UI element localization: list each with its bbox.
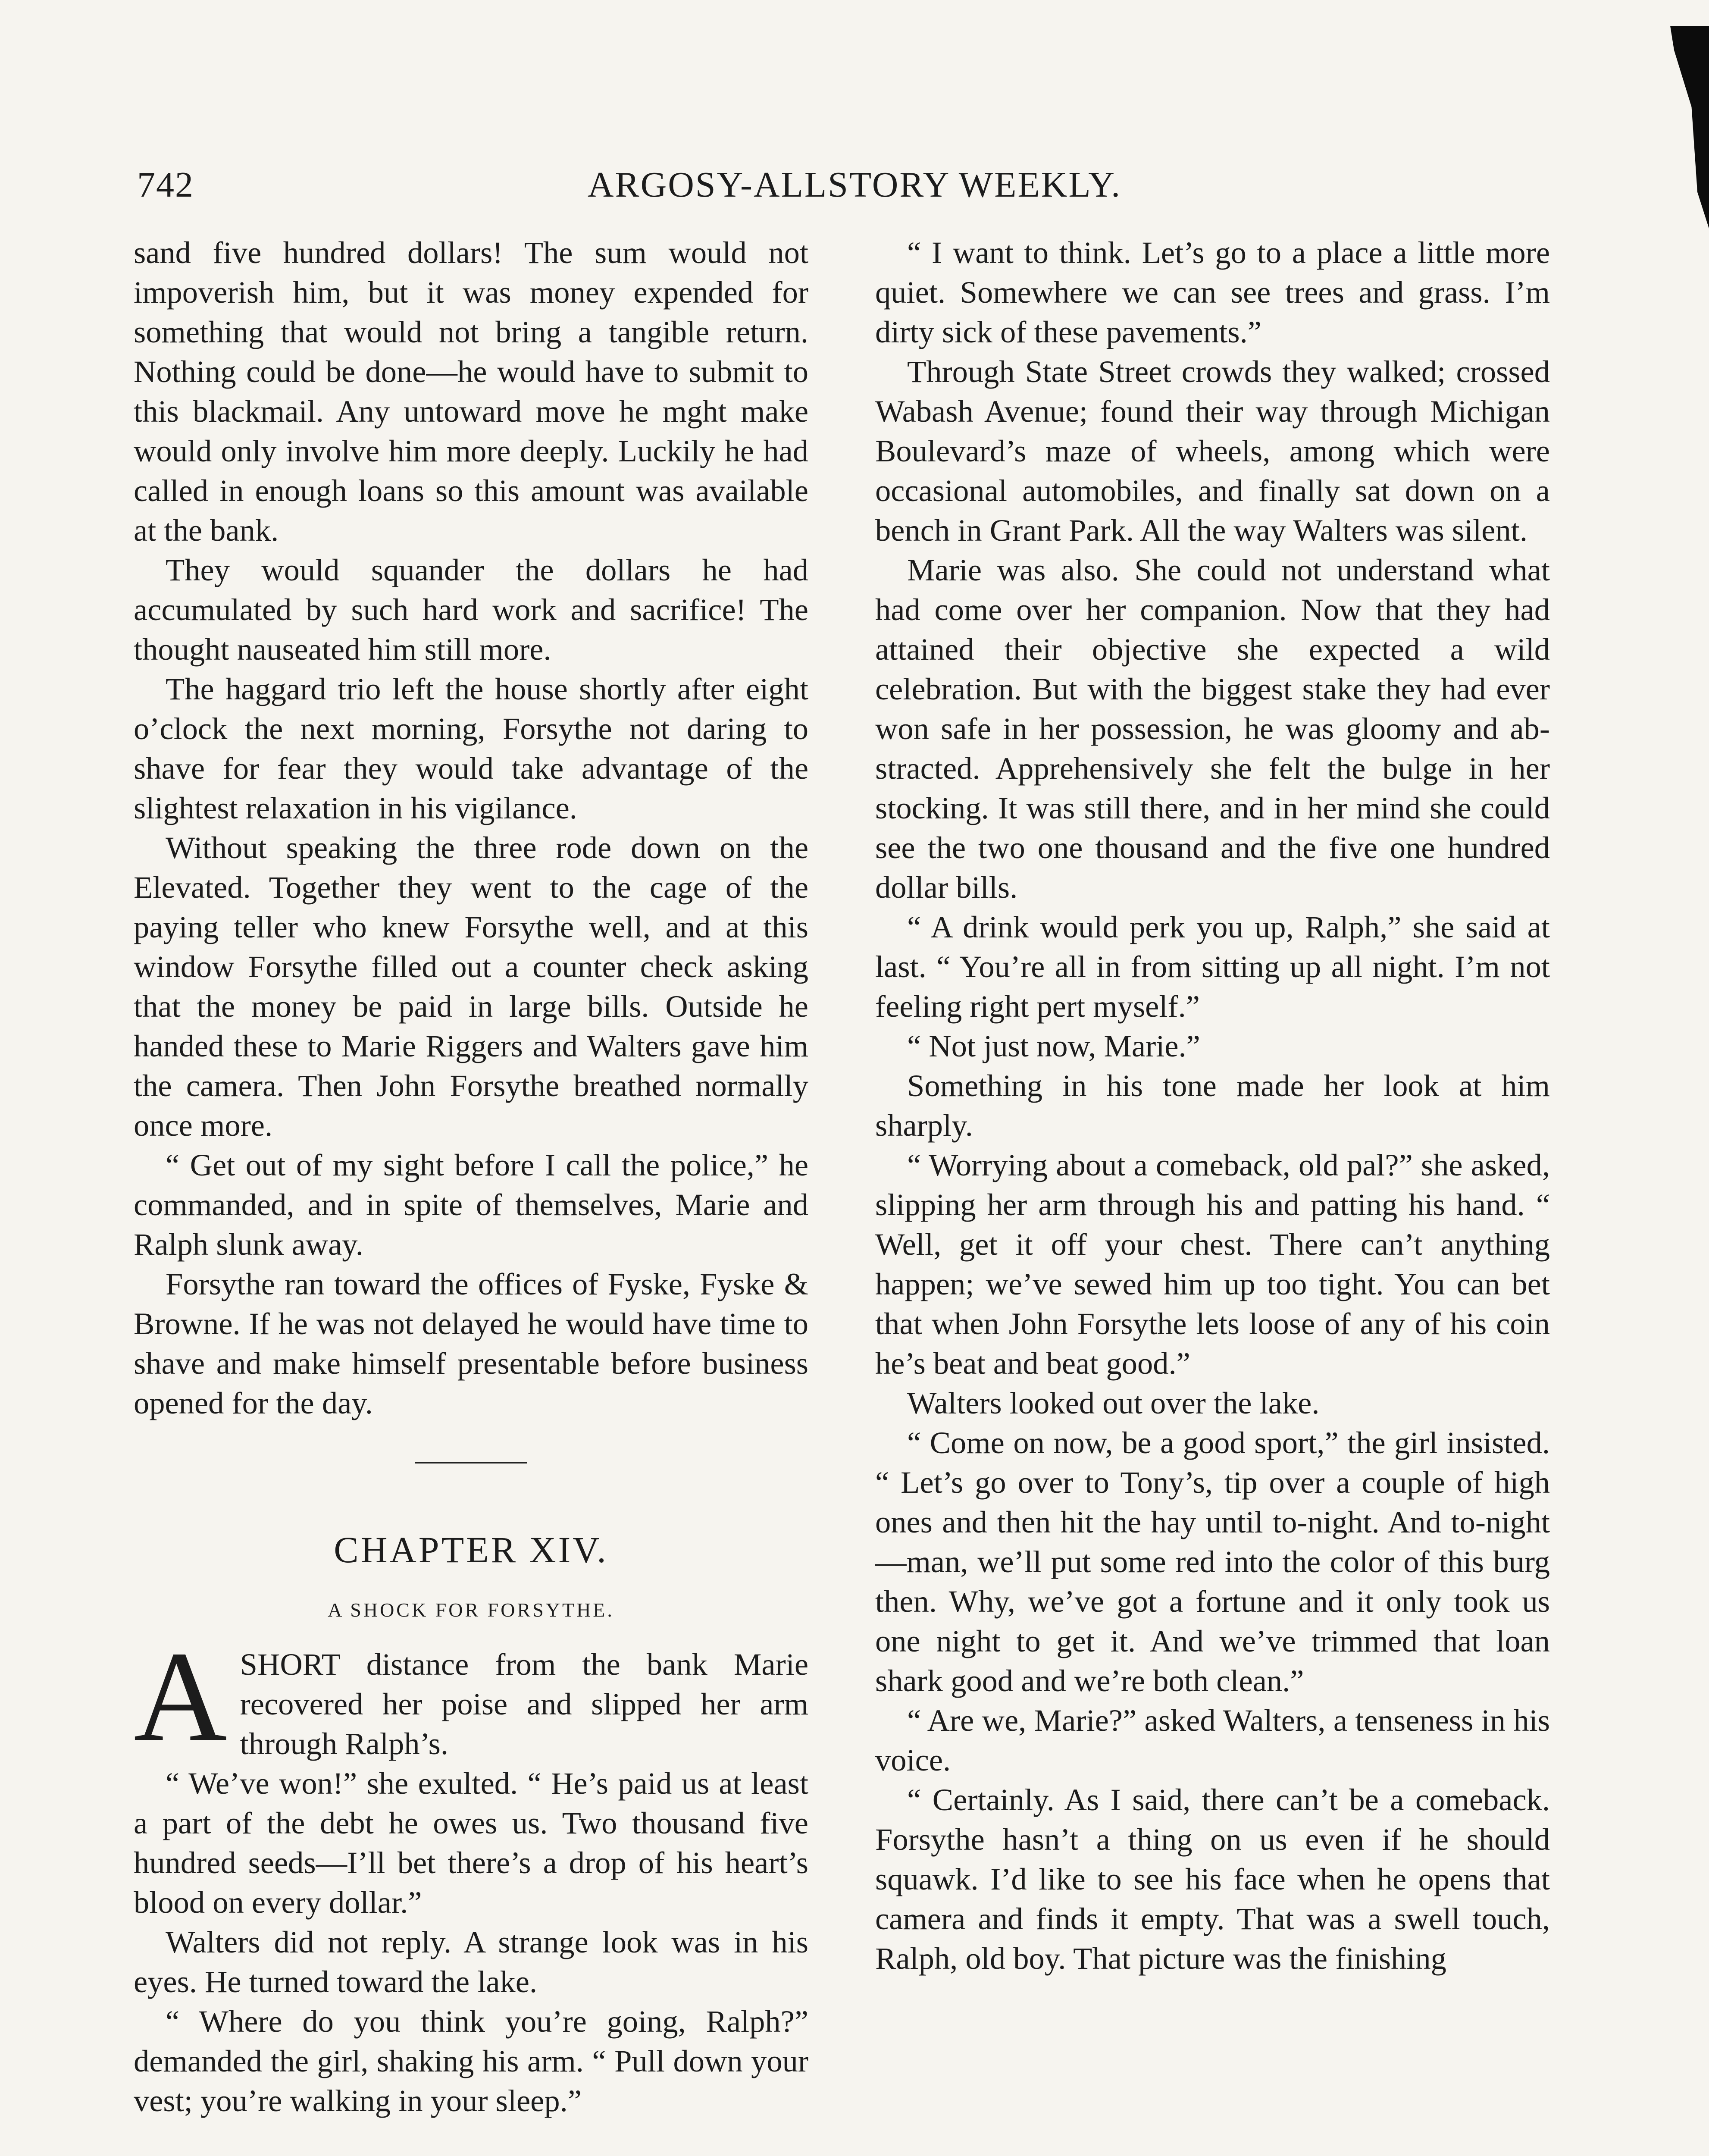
- paragraph: “ A drink would perk you up, Ralph,” she said at last. “ You’re all in from sitting up all night. I’m not feeling right pert myself.”: [875, 909, 1550, 1024]
- paragraph: “ I want to think. Let’s go to a place a little more quiet. Somewhere we can see trees and grass. I’m dirty sick of these pavements.”: [875, 235, 1550, 349]
- chapter-opening-text: SHORT distance from the bank Marie recovered her poise and slipped her arm through Ralph’s.: [240, 1647, 808, 1761]
- section-divider: [415, 1462, 527, 1463]
- paragraph: Through State Street crowds they walked; crossed Wabash Avenue; found their way through Michigan Boulevard’s maze of wheels, among which were occasional automobiles, and finally sat down on a bench in Grant Park. All the way Walters was silent.: [875, 354, 1550, 548]
- paragraph: Walters looked out over the lake.: [907, 1385, 1320, 1420]
- paragraph: “ Certainly. As I said, there can’t be a comeback. Forsythe hasn’t a thing on us even if he should squawk. I’d like to see his face when he opens that camera and finds it empty. That was a swell touch, Ralph, old boy. That picture was the finishing: [875, 1782, 1550, 1976]
- paragraph: “ Come on now, be a good sport,” the girl insisted. “ Let’s go over to Tony’s, tip over a couple of high ones and then hit the hay until to-night. And to-night—man, we’ll put some red into the color of this burg then. Why, we’ve got a fortune and it only took us one night to get it. And we’ve trimmed that loan shark good and we’re both clean.”: [875, 1425, 1550, 1698]
- paragraph: Forsythe ran toward the offices of Fyske, Fyske & Browne. If he was not delayed he would have time to shave and make himself presentable before business opened for the day.: [134, 1266, 808, 1420]
- paragraph: Walters did not reply. A strange look was in his eyes. He turned toward the lake.: [134, 1924, 808, 1999]
- paragraph: “ Where do you think you’re going, Ralph?” demanded the girl, shaking his arm. “ Pull down your vest; you’re walking in your sleep.”: [134, 2004, 808, 2118]
- chapter-title: CHAPTER XIV.: [334, 1529, 608, 1570]
- paragraph: “ Not just now, Marie.”: [907, 1028, 1200, 1063]
- drop-cap: A: [134, 1625, 227, 1768]
- chapter-subtitle: A SHOCK FOR FORSYTHE.: [328, 1599, 614, 1621]
- running-head: ARGOSY-ALLSTORY WEEKLY.: [587, 165, 1122, 205]
- paragraph: The haggard trio left the house shortly after eight o’clock the next morning, Forsythe not daring to shave for fear they would take advantage of the slightest relaxation in his vigilance.: [134, 671, 808, 825]
- chapter-opening-paragraph: [134, 1625, 808, 1768]
- left-column: [134, 233, 808, 2121]
- paragraph: Something in his tone made her look at him sharply.: [875, 1068, 1550, 1143]
- paragraph: They would squander the dollars he had accumulated by such hard work and sacrifice! The thought nauseated him still more.: [134, 552, 808, 667]
- page-number: 742: [137, 165, 194, 205]
- right-column: [875, 233, 1550, 1978]
- paragraph: “ Are we, Marie?” asked Walters, a tenseness in his voice.: [875, 1703, 1550, 1777]
- paragraph: sand five hundred dollars! The sum would not impoverish him, but it was money expended for something that would not bring a tangible return. Nothing could be done—he would have to submit to this blackmail. Any untoward move he mght make would only involve him more deeply. Luckily he had called in enough loans so this amount was available at the bank.: [134, 235, 808, 548]
- paragraph: “ Worrying about a comeback, old pal?” she asked, slipping her arm through his and patting his hand. “ Well, get it off your chest. There can’t anything happen; we’ve sewed him up too tight. You can bet that when John Forsythe lets loose of any of his coin he’s beat and beat good.”: [875, 1147, 1550, 1381]
- paragraph: Marie was also. She could not understand what had come over her companion. Now that they had attained their objective she expected a wild celebration. But with the biggest stake they had ever won safe in her possession, he was gloomy and abstracted. Apprehensively she felt the bulge in her stocking. It was still there, and in her mind she could see the two one thousand and the five one hundred dollar bills.: [875, 552, 1550, 905]
- paragraph: Without speaking the three rode down on the Elevated. Together they went to the cage of the paying teller who knew Forsythe well, and at this window Forsythe filled out a counter check asking that the money be paid in large bills. Outside he handed these to Marie Riggers and Walters gave him the camera. Then John Forsythe breathed normally once more.: [134, 830, 808, 1143]
- paragraph: “ We’ve won!” she exulted. “ He’s paid us at least a part of the debt he owes us. Two thousand five hundred seeds—I’ll bet there’s a drop of his heart’s blood on every dollar.”: [134, 1766, 808, 1920]
- paragraph: “ Get out of my sight before I call the police,” he commanded, and in spite of themselves, Marie and Ralph slunk away.: [134, 1147, 808, 1262]
